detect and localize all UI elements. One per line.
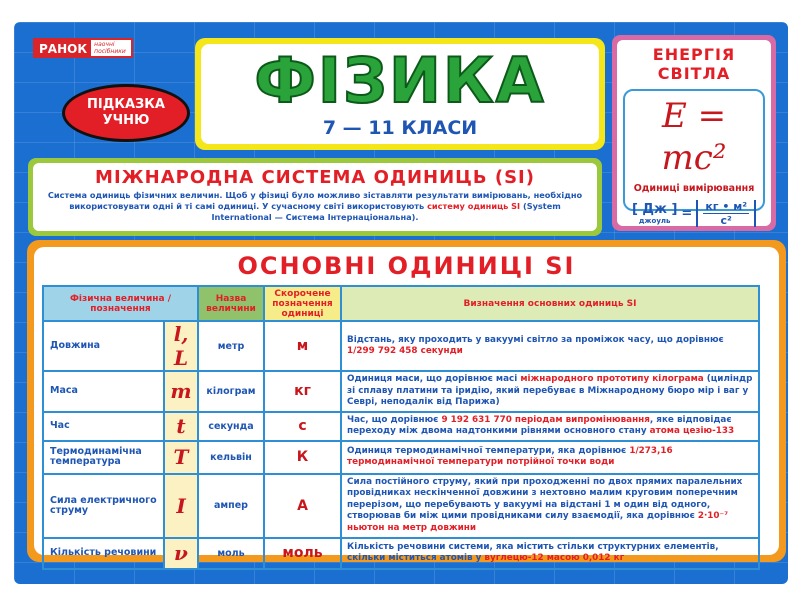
logo-name: РАНОК [35,40,91,56]
text-segment: (циліндр зі сплаву платини та іридію, який перебуває в Міжнародному бюро мір і ваг у Севрі, неподалік від Парижа) [347,374,753,407]
highlight-text: міжнародного прототипу кілограма [520,374,704,384]
unit-abbr: кг [264,371,341,412]
unit-name: метр [198,321,264,371]
unit-abbr: моль [264,538,341,569]
quantity: Час [43,412,164,441]
equals: = [681,206,693,221]
si-units-table [42,285,760,570]
definition [341,441,759,474]
si-description [39,190,591,223]
formula-box [623,89,765,227]
unit-abbr: К [264,441,341,474]
text-segment: Система одиниць фізичних величин. Щоб у фізиці було можливо зіставляти результати вимірювань, необхідно використовувати одні й ті самі одиниці. У сучасному світі використовують [47,190,583,211]
hint-bubble: ПІДКАЗКА УЧНЮ [62,84,190,142]
text-segment: (System International — Система Інтернаціональна). [211,201,561,222]
text-segment: Одиниця термодинамічної температури, яка дорівнює [347,445,630,456]
definition [341,321,759,371]
col-header-definition: Визначення основних одиниць SI [341,286,759,321]
quantity: Сила електричного струму [43,474,164,538]
table-row [43,474,759,538]
unit-name: кілограм [198,371,264,412]
title-box [195,38,605,150]
highlight-text: атома цезію-133 [649,426,735,436]
col-header-name: Назва величини [198,286,264,321]
highlight-text: 9 192 631 770 періодам випромінювання [441,414,650,425]
symbol: m [164,371,198,412]
formula: E = mc² [661,96,727,178]
joule-name: джоуль [638,217,671,225]
unit-equation [625,200,763,227]
numerator: кг • м² [705,200,748,213]
definition [341,412,759,441]
text-segment: Час, що дорівнює [347,414,442,425]
publisher-logo [33,38,133,58]
highlight-text: вуглецю-12 масою 0,012 кг [484,553,625,563]
quantity: Кількість речовини [43,538,164,569]
unit-name: секунда [198,412,264,441]
symbol: ν [164,538,198,569]
unit-abbr: м [264,321,341,371]
highlight-text: 2·10⁻⁷ ньютон на метр довжини [347,511,729,533]
quantity: Термодинамічна температура [43,441,164,474]
si-heading: МІЖНАРОДНА СИСТЕМА ОДИНИЦЬ (SI) [95,167,535,188]
definition [341,538,759,569]
symbol: I [164,474,198,538]
fraction [696,200,756,227]
energy-panel [612,35,776,231]
text-segment: Сила постійного струму, який при проходженні по двох прямих паралельних провідниках нескінченної довжини з нехтовно малим круговим поперечним перерізом, що перебувають у вакуумі на відстані 1 м один від одного, створював би між цими провідниками силу взаємодії, яка дорівнює [347,476,743,522]
unit-name: моль [198,538,264,569]
joule-symbol: [ Дж ] [631,202,678,217]
unit-name: кельвін [198,441,264,474]
table-row [43,371,759,412]
units-label: Одиниці вимірювання [633,183,755,194]
unit-abbr: А [264,474,341,538]
text-segment: Кількість речовини системи, яка містить стільки структурних елементів, скільки міститься атомів у [347,541,719,563]
main-heading: ОСНОВНІ ОДИНИЦІ SI [237,252,576,280]
energy-heading-2: СВІТЛА [657,64,731,83]
definition [341,474,759,538]
col-header-abbr: Скорочене позначення одиниці [264,286,341,321]
highlight-text: 1/299 792 458 секунди [347,346,463,356]
energy-heading-1: ЕНЕРГІЯ [652,45,736,64]
table-row [43,441,759,474]
table-row [43,412,759,441]
col-header-quantity: Фізична величина / позначення [43,286,198,321]
unit-name: ампер [198,474,264,538]
quantity: Маса [43,371,164,412]
symbol: l, L [164,321,198,371]
main-panel [27,240,786,565]
text-segment: Одиниця маси, що дорівнює масі [347,374,521,384]
highlight-text: 1/273,16 термодинамічної температури потрійної точки води [347,445,673,467]
highlight-text: систему одиниць SI [427,201,521,211]
grades: 7 — 11 КЛАСИ [322,117,478,139]
logo-subtitle: наочні посібники [94,41,126,55]
table-row [43,538,759,569]
symbol: T [164,441,198,474]
quantity: Довжина [43,321,164,371]
denominator: с² [720,214,732,227]
definition [341,371,759,412]
page-title: ФІЗИКА [254,44,546,117]
unit-abbr: с [264,412,341,441]
symbol: t [164,412,198,441]
table-row [43,321,759,371]
si-panel [28,158,602,236]
text-segment: , яке відповідає переходу між двома надтонкими рівнями основного стану [347,414,732,436]
text-segment: Відстань, яку проходить у вакуумі світло за проміжок часу, що дорівнює [347,334,724,345]
